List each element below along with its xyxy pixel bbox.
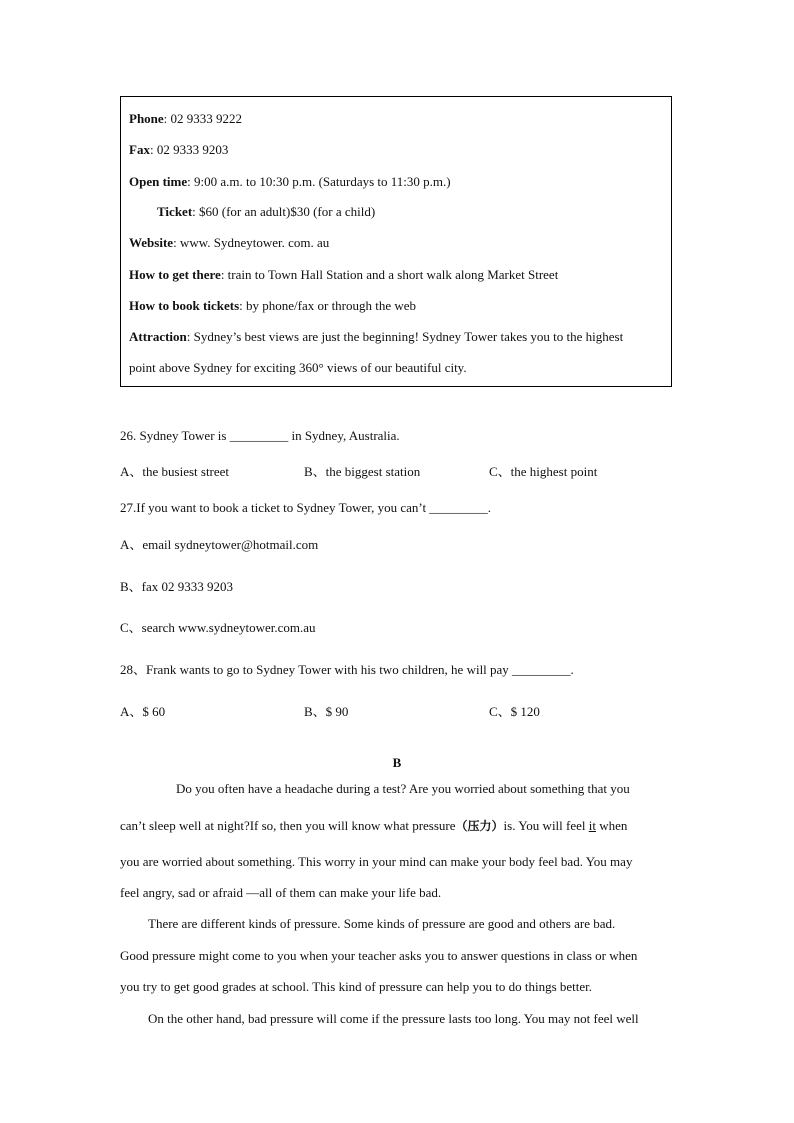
attraction-line-2: point above Sydney for exciting 360° views of our beautiful city. [129,360,467,375]
paragraph-1-line-4: feel angry, sad or afraid —all of them can make your life bad. [120,885,442,900]
paragraph-1-line-1: Do you often have a headache during a test? Are you worried about something that you [176,781,630,796]
phone-line: Phone: 02 9333 9222 [129,111,243,126]
question-28-stem: 28、Frank wants to go to Sydney Tower with his two children, he will pay _________. [120,662,574,677]
question-26-option-b: B、the biggest station [304,464,421,479]
ticket-line: Ticket: $60 (for an adult)$30 (for a child) [157,204,376,219]
website-line: Website: www. Sydneytower. com. au [129,235,330,250]
question-26-option-a: A、the busiest street [120,464,230,479]
question-28-option-c: C、$ 120 [489,704,540,719]
question-28-option-b: B、$ 90 [304,704,349,719]
question-27-stem: 27.If you want to book a ticket to Sydney Tower, you can’t _________. [120,500,492,515]
paragraph-2-line-1: There are different kinds of pressure. Some kinds of pressure are good and others are bad. [148,916,616,931]
question-28-option-a: A、$ 60 [120,704,166,719]
question-27-option-b: B、fax 02 9333 9203 [120,579,234,594]
section-b-heading: B [392,755,402,770]
paragraph-3-line-1: On the other hand, bad pressure will come if the pressure lasts too long. You may not feel well [148,1011,639,1026]
info-box [120,96,672,387]
paragraph-1-line-3: you are worried about something. This worry in your mind can make your body feel bad. You may [120,854,633,869]
how-to-book-line: How to book tickets: by phone/fax or through the web [129,298,417,313]
paragraph-1-line-2: can’t sleep well at night?If so, then you will know what pressure（压力）is. You will feel it when [120,818,628,833]
question-26-stem: 26. Sydney Tower is _________ in Sydney, Australia. [120,428,400,443]
fax-line: Fax: 02 9333 9203 [129,142,229,157]
paragraph-2-line-2: Good pressure might come to you when your teacher asks you to answer questions in class or when [120,948,638,963]
open-time-line: Open time: 9:00 a.m. to 10:30 p.m. (Saturdays to 11:30 p.m.) [129,174,451,189]
how-to-get-there-line: How to get there: train to Town Hall Station and a short walk along Market Street [129,267,559,282]
paragraph-2-line-3: you try to get good grades at school. This kind of pressure can help you to do things better. [120,979,593,994]
question-27-option-c: C、search www.sydneytower.com.au [120,620,316,635]
attraction-line: Attraction: Sydney’s best views are just the beginning! Sydney Tower takes you to the highest [129,329,624,344]
question-27-option-a: A、email sydneytower@hotmail.com [120,537,319,552]
question-26-option-c: C、the highest point [489,464,598,479]
